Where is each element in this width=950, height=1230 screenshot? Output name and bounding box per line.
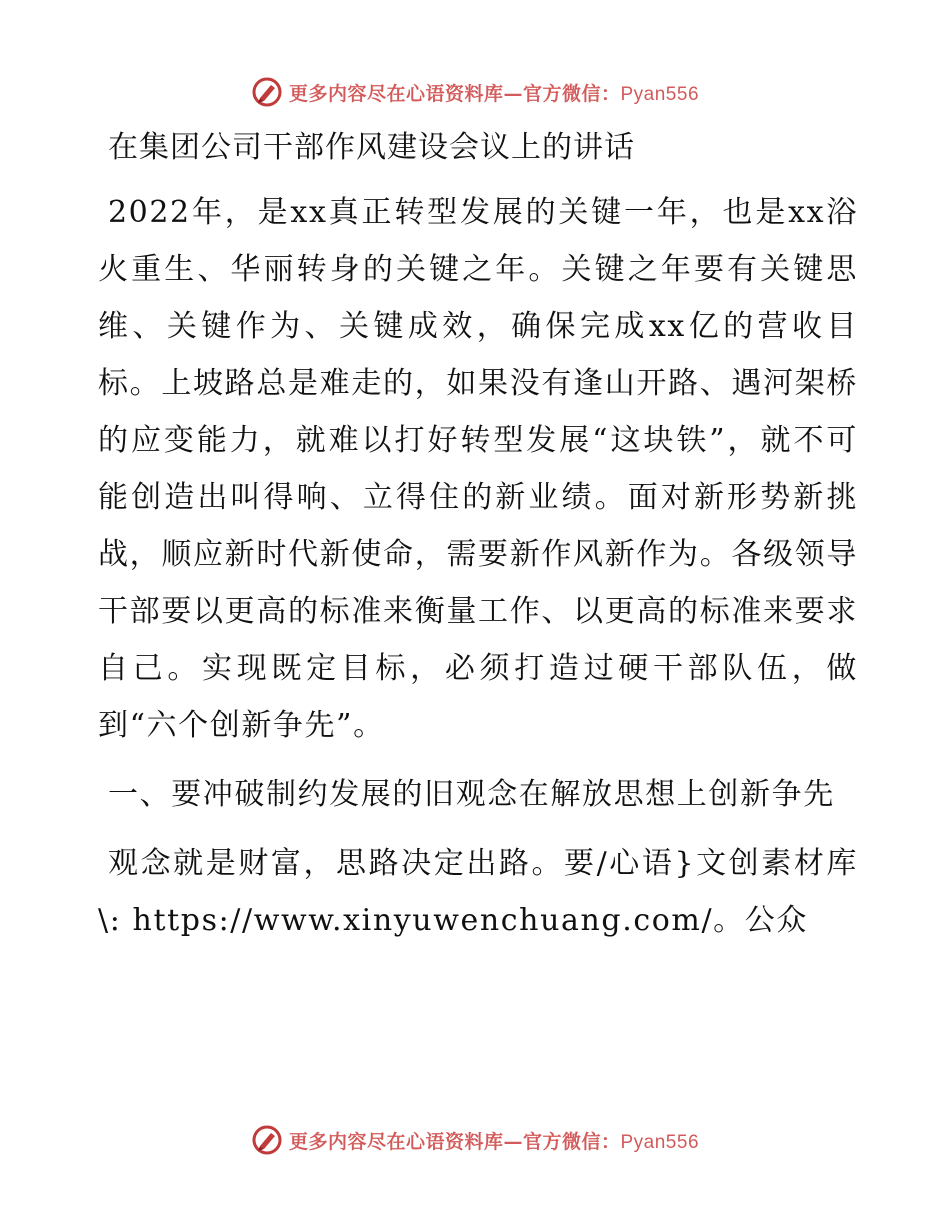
section-heading-1: 一、要冲破制约发展的旧观念在解放思想上创新争先 [108, 777, 835, 812]
banner-wechat-id: Pyan556 [620, 83, 700, 105]
banner-main-text: 更多内容尽在心语资料库—官方微信： [288, 1130, 621, 1153]
document-body [98, 122, 858, 961]
banner-main-text: 更多内容尽在心语资料库—官方微信： [288, 82, 621, 105]
red-pen-logo-icon [251, 1124, 283, 1156]
paragraph-intro: 2022年，是xx真正转型发展的关键一年，也是xx浴火重生、华丽转身的关键之年。关键之年要有关键思维、关键作为、关键成效，确保完成xx亿的营收目标。上坡路总是难走的，如果没有逢山开路、遇河架桥的应变能力，就难以打好转型发展“这块铁”，就不可能创造出叫得响、立得住的新业绩。面对新形势新挑战，顺应新时代新使命，需要新作风新作为。各级领导干部要以更高的标准来衡量工作、以更高的标准来要求自己。实现既定目标，必须打造过硬干部队伍，做到“六个创新争先”。 [98, 195, 858, 743]
footer-banner [0, 1118, 950, 1162]
header-banner [0, 70, 950, 114]
banner-text [289, 79, 699, 106]
document-title: 在集团公司干部作风建设会议上的讲话 [108, 130, 635, 165]
banner-text [289, 1127, 699, 1154]
red-pen-logo-icon [251, 76, 283, 108]
banner-wechat-id: Pyan556 [620, 1131, 700, 1153]
paragraph-section-1: 观念就是财富，思路决定出路。要/心语}文创素材库\: https://www.xinyuwenchuang.com/。公众 [98, 846, 858, 938]
